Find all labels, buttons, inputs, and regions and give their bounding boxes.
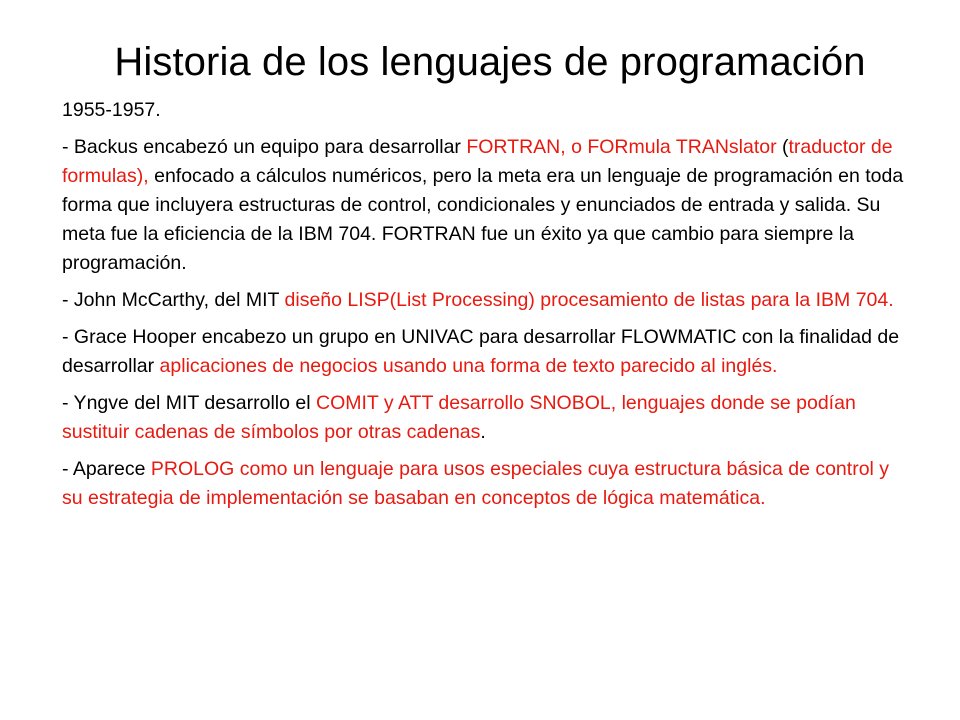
slide-body <box>62 96 904 521</box>
text-run: - Yngve del MIT desarrollo el <box>62 392 316 414</box>
text-run: ( <box>776 136 789 158</box>
text-run: 1955-1957. <box>62 99 161 121</box>
slide-title: Historia de los lenguajes de programación <box>114 40 866 84</box>
text-run: - Backus encabezó un equipo para desarrollar <box>62 136 467 158</box>
text-run: - Grace Hooper encabezo un grupo en UNIVAC para desarrollar FLOWMATIC con la finalidad de desarrollar <box>62 326 900 377</box>
paragraph-date-range <box>62 96 904 125</box>
paragraph-fortran <box>62 133 904 278</box>
text-run: - John McCarthy, del MIT <box>62 289 285 311</box>
paragraph-comit-snobol <box>62 389 904 447</box>
highlighted-text-run: diseño LISP(List Processing) procesamiento de listas para la IBM 704. <box>284 289 894 311</box>
paragraph-flowmatic <box>62 323 904 381</box>
highlighted-text-run: COMIT y ATT desarrollo SNOBOL, lenguajes donde se podían sustituir cadenas de símbolos por otras cadenas <box>62 392 856 443</box>
paragraph-prolog <box>62 455 904 513</box>
highlighted-text-run: FORTRAN, o FORmula TRANslator <box>466 136 777 158</box>
paragraph-lisp <box>62 286 904 315</box>
text-run: . <box>480 421 486 443</box>
text-run: - Aparece <box>62 458 151 480</box>
highlighted-text-run: traductor de formulas), <box>62 136 893 187</box>
highlighted-text-run: PROLOG como un lenguaje para usos especiales cuya estructura básica de control y su estrategia de implementación se basaban en conceptos de lógica matemática. <box>62 458 890 509</box>
text-run: enfocado a cálculos numéricos, pero la meta era un lenguaje de programación en toda forma que incluyera estructuras de control, condicionales y enunciados de entrada y salida. Su meta fue la eficiencia de la IBM 704. FORTRAN fue un éxito ya que cambio para siempre la programación. <box>62 165 904 274</box>
highlighted-text-run: aplicaciones de negocios usando una forma de texto parecido al inglés. <box>159 355 778 377</box>
